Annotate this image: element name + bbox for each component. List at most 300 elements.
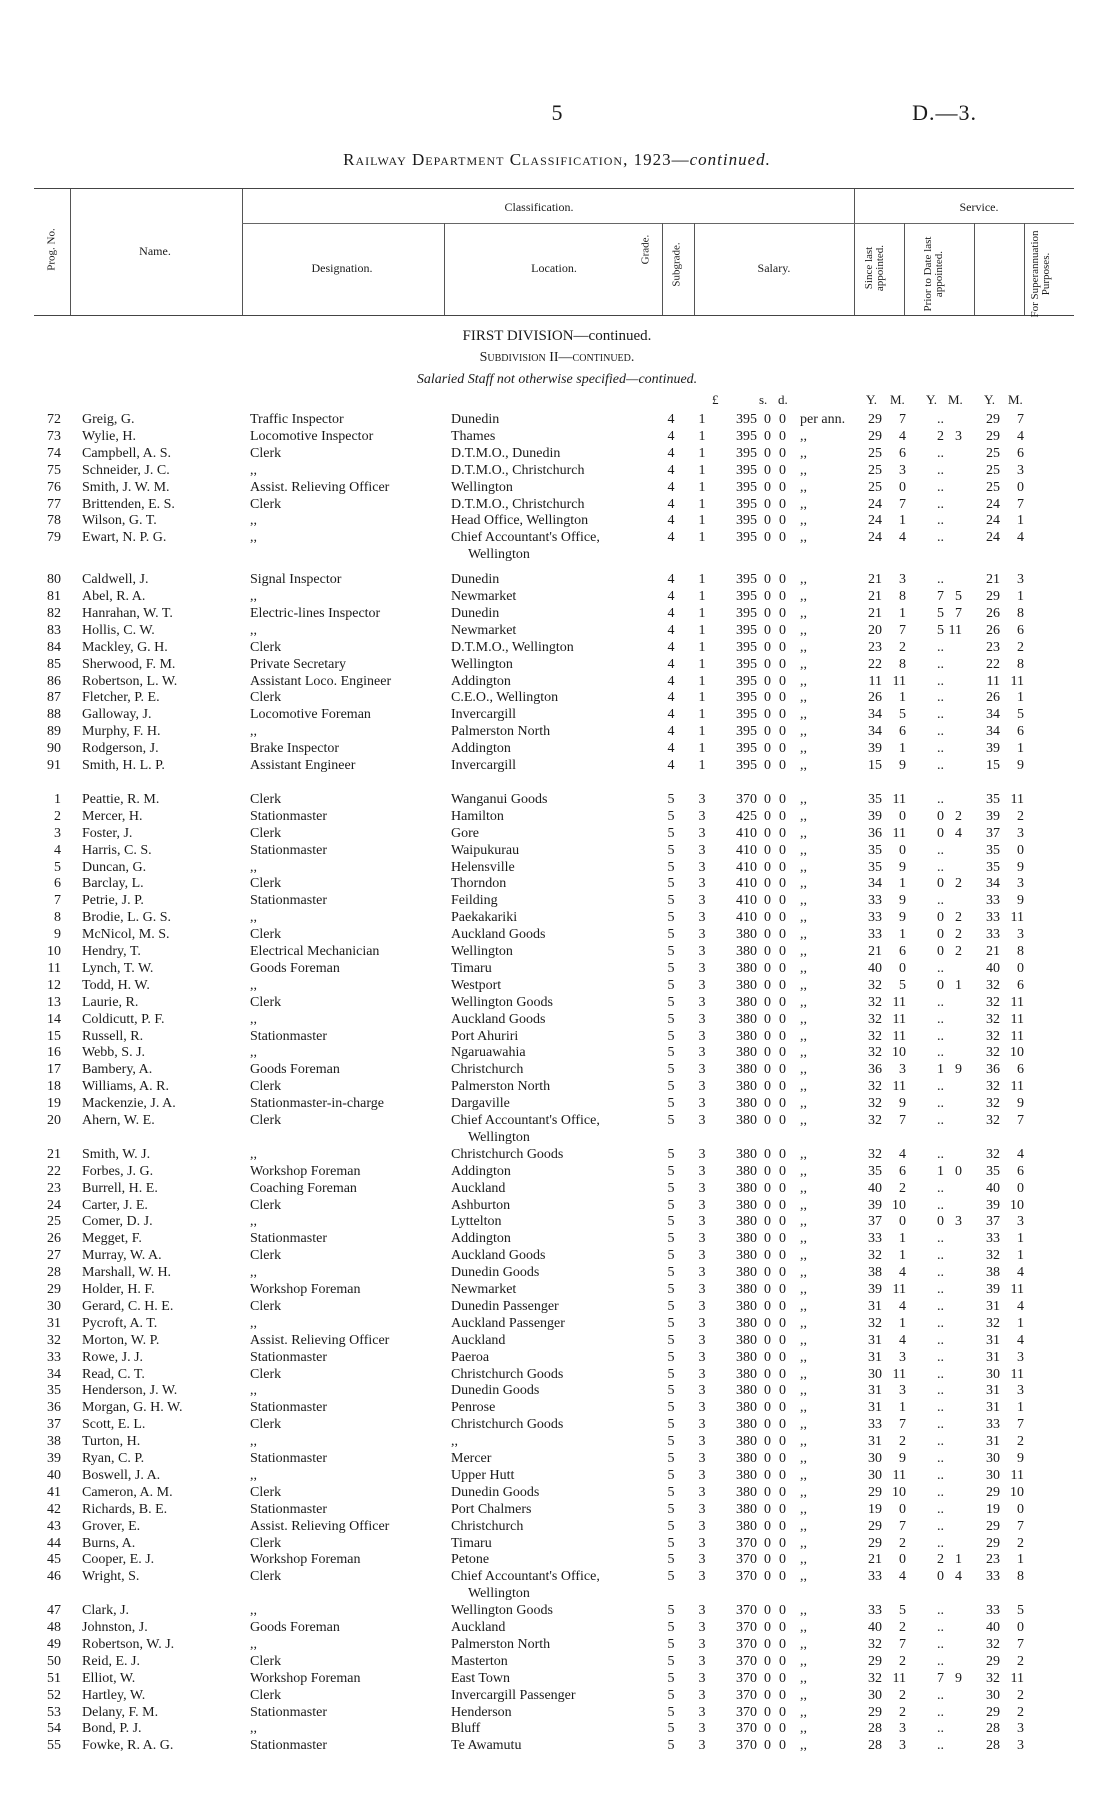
- cell-super-years: 32: [986, 1096, 1000, 1112]
- cell-prior-years: ..: [937, 462, 944, 478]
- cell-since-months: 3: [899, 572, 906, 588]
- cell-grade: 5: [667, 876, 675, 892]
- cell-shillings: 0: [764, 572, 771, 588]
- cell-name: Grover, E.: [82, 1518, 141, 1534]
- cell-salary: 380: [736, 1366, 757, 1382]
- cell-prior-years: ..: [937, 741, 944, 757]
- cell-since-years: 33: [868, 1417, 882, 1433]
- cell-super-months: 9: [1017, 758, 1024, 773]
- cell-name: Burns, A.: [82, 1535, 136, 1551]
- cell-prior-years: ..: [937, 1383, 944, 1399]
- cell-subgrade: 1: [698, 572, 706, 588]
- cell-since-years: 21: [868, 605, 882, 621]
- cell-shillings: 0: [764, 1028, 771, 1044]
- cell-pence: 0: [779, 496, 786, 512]
- cell-grade: 4: [667, 428, 675, 444]
- cell-salary: 380: [736, 1298, 757, 1314]
- cell-prior-years: ..: [937, 572, 944, 588]
- cell-location: Penrose: [451, 1400, 496, 1416]
- cell-since-years: 32: [868, 1079, 882, 1095]
- cell-prog-no: 15: [47, 1028, 61, 1044]
- cell-super-months: 2: [1017, 1535, 1024, 1551]
- cell-super-months: 1: [1017, 1552, 1024, 1568]
- cell-since-years: 32: [868, 1011, 882, 1027]
- cell-subgrade: 3: [698, 1535, 706, 1551]
- cell-prog-no: 42: [47, 1501, 61, 1517]
- cell-prog-no: 9: [54, 927, 61, 943]
- table-row: [0, 859, 1114, 876]
- cell-designation: Stationmaster: [250, 1704, 327, 1720]
- cell-location: D.T.M.O., Wellington: [451, 639, 574, 655]
- cell-super-months: 3: [1017, 927, 1024, 943]
- cell-super-years: 32: [986, 1670, 1000, 1686]
- cell-subgrade: 3: [698, 1045, 706, 1061]
- cell-super-years: 29: [986, 1653, 1000, 1669]
- cell-salary: 370: [736, 1704, 757, 1720]
- cell-prior-years: ..: [937, 412, 944, 427]
- cell-shillings: 0: [764, 1535, 771, 1551]
- cell-salary: 380: [736, 1400, 757, 1416]
- cell-name: Read, C. T.: [82, 1366, 145, 1382]
- cell-since-months: 4: [899, 530, 906, 546]
- cell-shillings: 0: [764, 1197, 771, 1213]
- cell-grade: 5: [667, 1028, 675, 1044]
- cell-location: Auckland: [451, 1180, 506, 1196]
- cell-location: Palmerston North: [451, 1079, 551, 1095]
- cell-prior-years: 7: [937, 1670, 944, 1686]
- cell-location: Head Office, Wellington: [451, 513, 589, 529]
- cell-name: Schneider, J. C.: [82, 462, 170, 478]
- cell-prog-no: 39: [47, 1451, 61, 1466]
- table-row: [0, 1737, 1114, 1754]
- cell-since-years: 30: [868, 1467, 882, 1483]
- cell-pence: 0: [779, 1163, 786, 1179]
- cell-since-years: 39: [868, 741, 882, 757]
- cell-since-months: 8: [899, 656, 906, 672]
- cell-since-months: 11: [892, 1079, 906, 1095]
- cell-super-years: 29: [986, 412, 1000, 427]
- cell-name: Turton, H.: [82, 1434, 141, 1450]
- cell-pence: 0: [779, 1062, 786, 1078]
- cell-location: Newmarket: [451, 1282, 517, 1297]
- cell-since-years: 31: [868, 1298, 882, 1314]
- cell-location: C.E.O., Wellington: [451, 690, 559, 706]
- header-since-last: Since last appointed.: [863, 244, 886, 292]
- cell-prior-years: ..: [937, 1298, 944, 1314]
- cell-super-years: 40: [986, 1620, 1000, 1635]
- cell-prior-years: 0: [937, 977, 944, 993]
- cell-subgrade: 3: [698, 1214, 706, 1230]
- cell-designation: ,,: [250, 977, 257, 993]
- table-row: [0, 808, 1114, 825]
- cell-subgrade: 3: [698, 944, 706, 959]
- cell-super-months: 3: [1017, 1721, 1024, 1737]
- cell-designation: ,,: [250, 1146, 257, 1162]
- cell-pence: 0: [779, 741, 786, 757]
- cell-prior-months: 0: [955, 1163, 962, 1179]
- table-row: [0, 757, 1114, 774]
- cell-name: Rodgerson, J.: [82, 741, 159, 757]
- cell-subgrade: 1: [698, 622, 706, 638]
- cell-prog-no: 73: [47, 428, 61, 444]
- cell-pence: 0: [779, 1434, 786, 1450]
- cell-subgrade: 3: [698, 1079, 706, 1095]
- cell-prog-no: 46: [47, 1569, 61, 1585]
- cell-name: Murray, W. A.: [82, 1248, 162, 1264]
- cell-salary: 380: [736, 1096, 757, 1112]
- cell-prog-no: 19: [47, 1096, 61, 1112]
- cell-shillings: 0: [764, 622, 771, 638]
- cell-location: Auckland Goods: [451, 927, 546, 943]
- cell-grade: 5: [667, 1400, 675, 1416]
- cell-salary: 380: [736, 1248, 757, 1264]
- cell-name: Robertson, W. J.: [82, 1636, 175, 1652]
- cell-super-years: 30: [986, 1687, 1000, 1703]
- cell-location: Gore: [451, 825, 479, 841]
- cell-location: East Town: [451, 1670, 511, 1686]
- cell-pence: 0: [779, 791, 786, 807]
- cell-super-months: 3: [1017, 572, 1024, 588]
- cell-prog-no: 33: [47, 1349, 61, 1365]
- cell-location: Wellington: [451, 656, 513, 672]
- cell-grade: 5: [667, 1062, 675, 1078]
- cell-subgrade: 1: [698, 656, 706, 672]
- cell-pence: 0: [779, 1670, 786, 1686]
- cell-name: Webb, S. J.: [82, 1045, 146, 1061]
- cell-salary: 380: [736, 944, 757, 959]
- cell-designation: Clerk: [250, 825, 282, 841]
- cell-subgrade: 3: [698, 1282, 706, 1297]
- cell-super-months: 0: [1017, 960, 1024, 976]
- cell-grade: 5: [667, 1315, 675, 1331]
- cell-grade: 5: [667, 1467, 675, 1483]
- cell-super-years: 31: [986, 1298, 1000, 1314]
- cell-super-months: 6: [1017, 977, 1024, 993]
- cell-location: Feilding: [451, 893, 498, 909]
- cell-shillings: 0: [764, 412, 771, 427]
- cell-super-years: 26: [986, 605, 1000, 621]
- cell-prog-no: 81: [47, 589, 61, 604]
- cell-since-months: 11: [892, 1670, 906, 1686]
- cell-salary: 410: [736, 825, 757, 841]
- cell-since-months: 9: [899, 758, 906, 773]
- cell-since-years: 32: [868, 1096, 882, 1112]
- cell-pence: 0: [779, 1417, 786, 1433]
- cell-salary: 370: [736, 1552, 757, 1568]
- cell-since-months: 2: [899, 1180, 906, 1196]
- cell-pence: 0: [779, 589, 786, 604]
- cell-pence: 0: [779, 1096, 786, 1112]
- cell-since-months: 0: [899, 842, 906, 858]
- cell-super-years: 15: [986, 758, 1000, 773]
- cell-super-months: 3: [1017, 876, 1024, 892]
- cell-per: ,,: [800, 1721, 807, 1737]
- cell-grade: 4: [667, 622, 675, 638]
- cell-salary: 395: [736, 479, 757, 495]
- cell-super-months: 2: [1017, 808, 1024, 824]
- table-row: [0, 1484, 1114, 1501]
- table-row: [0, 1551, 1114, 1568]
- cell-per: ,,: [800, 808, 807, 824]
- table-row: [0, 1011, 1114, 1028]
- table-row: [0, 1146, 1114, 1163]
- cell-location: Auckland Passenger: [451, 1315, 565, 1331]
- cell-subgrade: 3: [698, 1400, 706, 1416]
- unit-months-3: M.: [1008, 392, 1023, 407]
- cell-prior-months: 2: [955, 910, 962, 926]
- cell-grade: 4: [667, 462, 675, 478]
- cell-location: Timaru: [451, 1535, 492, 1551]
- cell-prior-years: ..: [937, 1197, 944, 1213]
- table-row: [0, 1281, 1114, 1298]
- cell-super-years: 33: [986, 1417, 1000, 1433]
- cell-subgrade: 3: [698, 1552, 706, 1568]
- cell-prior-years: ..: [937, 707, 944, 723]
- cell-grade: 4: [667, 656, 675, 672]
- cell-super-years: 25: [986, 462, 1000, 478]
- cell-since-months: 7: [899, 1518, 906, 1534]
- cell-prior-years: 0: [937, 910, 944, 926]
- table-row: [0, 1112, 1114, 1129]
- cell-name: Fletcher, P. E.: [82, 690, 160, 706]
- cell-location: D.T.M.O., Christchurch: [451, 462, 585, 478]
- cell-shillings: 0: [764, 1451, 771, 1466]
- cell-name: Hanrahan, W. T.: [82, 605, 173, 621]
- cell-super-years: 36: [986, 1062, 1000, 1078]
- cell-designation: Brake Inspector: [250, 741, 340, 757]
- cell-per: ,,: [800, 994, 807, 1010]
- cell-shillings: 0: [764, 673, 771, 689]
- cell-super-years: 40: [986, 960, 1000, 976]
- cell-grade: 5: [667, 1417, 675, 1433]
- cell-per: ,,: [800, 1434, 807, 1450]
- cell-subgrade: 3: [698, 1434, 706, 1450]
- table-row: [0, 1535, 1114, 1552]
- cell-super-years: 24: [986, 513, 1000, 529]
- cell-pence: 0: [779, 707, 786, 723]
- cell-designation: ,,: [250, 1603, 257, 1619]
- cell-super-years: 32: [986, 1636, 1000, 1652]
- cell-since-years: 31: [868, 1383, 882, 1399]
- cell-designation: Locomotive Inspector: [250, 428, 374, 444]
- cell-pence: 0: [779, 639, 786, 655]
- cell-salary: 370: [736, 1687, 757, 1703]
- cell-prog-no: 29: [47, 1282, 61, 1297]
- cell-super-years: 22: [986, 656, 1000, 672]
- cell-grade: 5: [667, 944, 675, 959]
- cell-prior-years: ..: [937, 1704, 944, 1720]
- cell-prior-years: ..: [937, 445, 944, 461]
- cell-pence: 0: [779, 724, 786, 740]
- cell-super-months: 10: [1010, 1197, 1024, 1213]
- cell-per: ,,: [800, 1214, 807, 1230]
- cell-designation: Clerk: [250, 1687, 282, 1703]
- cell-shillings: 0: [764, 1569, 771, 1585]
- cell-super-years: 30: [986, 1366, 1000, 1382]
- cell-subgrade: 1: [698, 758, 706, 773]
- cell-per: ,,: [800, 462, 807, 478]
- cell-salary: 410: [736, 910, 757, 926]
- cell-name: Cameron, A. M.: [82, 1484, 173, 1500]
- cell-prior-years: 7: [937, 589, 944, 604]
- cell-salary: 380: [736, 1011, 757, 1027]
- cell-grade: 4: [667, 572, 675, 588]
- cell-pence: 0: [779, 842, 786, 858]
- cell-since-years: 32: [868, 1028, 882, 1044]
- cell-location: Port Ahuriri: [451, 1028, 519, 1044]
- cell-shillings: 0: [764, 1282, 771, 1297]
- cell-pence: 0: [779, 1079, 786, 1095]
- cell-pence: 0: [779, 1535, 786, 1551]
- cell-salary: 380: [736, 1265, 757, 1281]
- cell-super-months: 11: [1010, 1282, 1024, 1297]
- cell-shillings: 0: [764, 530, 771, 546]
- cell-shillings: 0: [764, 1620, 771, 1635]
- cell-super-years: 29: [986, 1704, 1000, 1720]
- cell-grade: 4: [667, 690, 675, 706]
- table-row: [0, 1467, 1114, 1484]
- cell-location: Christchurch: [451, 1062, 524, 1078]
- cell-prog-no: 14: [47, 1011, 61, 1027]
- cell-since-months: 3: [899, 1738, 906, 1754]
- cell-since-years: 32: [868, 994, 882, 1010]
- cell-since-years: 19: [868, 1501, 882, 1517]
- cell-prior-years: 5: [937, 605, 944, 621]
- cell-since-months: 9: [899, 1096, 906, 1112]
- cell-grade: 5: [667, 1248, 675, 1264]
- cell-subgrade: 3: [698, 808, 706, 824]
- cell-since-months: 6: [899, 1163, 906, 1179]
- cell-prior-months: 3: [955, 428, 962, 444]
- cell-prior-years: 5: [937, 622, 944, 638]
- cell-salary: 410: [736, 842, 757, 858]
- cell-prog-no: 48: [47, 1620, 61, 1635]
- table-row: [0, 639, 1114, 656]
- cell-subgrade: 3: [698, 1197, 706, 1213]
- cell-prior-months: 2: [955, 876, 962, 892]
- cell-name: Duncan, G.: [82, 859, 147, 875]
- cell-prog-no: 79: [47, 530, 61, 546]
- cell-name: Abel, R. A.: [82, 589, 146, 604]
- cell-since-years: 21: [868, 572, 882, 588]
- cell-designation: Clerk: [250, 1366, 282, 1382]
- cell-pence: 0: [779, 1467, 786, 1483]
- cell-name: Ryan, C. P.: [82, 1451, 145, 1466]
- cell-salary: 380: [736, 1028, 757, 1044]
- cell-prior-years: ..: [937, 479, 944, 495]
- cell-pence: 0: [779, 1636, 786, 1652]
- cell-grade: 5: [667, 1620, 675, 1635]
- cell-subgrade: 3: [698, 1501, 706, 1517]
- cell-name: Reid, E. J.: [82, 1653, 140, 1669]
- cell-super-months: 1: [1017, 1231, 1024, 1247]
- cell-subgrade: 3: [698, 1011, 706, 1027]
- cell-per: ,,: [800, 1113, 807, 1128]
- cell-subgrade: 1: [698, 513, 706, 529]
- table-row: [0, 1568, 1114, 1585]
- cell-since-years: 39: [868, 1197, 882, 1213]
- cell-super-years: 33: [986, 1569, 1000, 1585]
- cell-name: Forbes, J. G.: [82, 1163, 154, 1179]
- cell-grade: 5: [667, 808, 675, 824]
- cell-designation: Signal Inspector: [250, 572, 342, 588]
- cell-pence: 0: [779, 1484, 786, 1500]
- cell-name: Russell, R.: [82, 1028, 144, 1044]
- cell-location: Christchurch Goods: [451, 1366, 564, 1382]
- cell-super-years: 34: [986, 876, 1000, 892]
- cell-prog-no: 50: [47, 1653, 61, 1669]
- cell-name: Mackenzie, J. A.: [82, 1096, 176, 1112]
- cell-grade: 4: [667, 639, 675, 655]
- cell-prior-years: ..: [937, 1248, 944, 1264]
- cell-salary: 380: [736, 1062, 757, 1078]
- cell-designation: Clerk: [250, 690, 282, 706]
- cell-prior-months: 11: [948, 622, 962, 638]
- cell-grade: 5: [667, 893, 675, 909]
- cell-shillings: 0: [764, 825, 771, 841]
- unit-years-3: Y.: [984, 392, 995, 407]
- table-row: [0, 512, 1114, 529]
- cell-grade: 5: [667, 1349, 675, 1365]
- cell-prog-no: 4: [54, 842, 61, 858]
- cell-per: ,,: [800, 1062, 807, 1078]
- cell-since-years: 22: [868, 656, 882, 672]
- cell-designation: Stationmaster: [250, 842, 327, 858]
- cell-name: Fowke, R. A. G.: [82, 1738, 174, 1754]
- cell-designation: Clerk: [250, 1535, 282, 1551]
- cell-since-months: 1: [899, 1315, 906, 1331]
- cell-designation: Stationmaster: [250, 893, 327, 909]
- cell-designation: Stationmaster: [250, 1451, 327, 1466]
- cell-name: Burrell, H. E.: [82, 1180, 158, 1196]
- cell-grade: 5: [667, 842, 675, 858]
- cell-designation: Clerk: [250, 1248, 282, 1264]
- cell-super-years: 30: [986, 1451, 1000, 1466]
- cell-super-years: 34: [986, 724, 1000, 740]
- cell-salary: 370: [736, 1620, 757, 1635]
- cell-since-months: 2: [899, 1704, 906, 1720]
- cell-grade: 5: [667, 910, 675, 926]
- cell-prog-no: 83: [47, 622, 61, 638]
- cell-prog-no: 3: [54, 825, 61, 841]
- cell-location: Ashburton: [451, 1197, 511, 1213]
- cell-grade: 4: [667, 589, 675, 604]
- cell-name: Pycroft, A. T.: [82, 1315, 158, 1331]
- cell-name: Scott, E. L.: [82, 1417, 146, 1433]
- cell-name: Morton, W. P.: [82, 1332, 160, 1348]
- cell-pence: 0: [779, 479, 786, 495]
- cell-location: Newmarket: [451, 622, 517, 638]
- cell-subgrade: 1: [698, 690, 706, 706]
- cell-since-months: 7: [899, 1113, 906, 1128]
- cell-salary: 395: [736, 572, 757, 588]
- cell-location: Timaru: [451, 960, 492, 976]
- cell-since-months: 9: [899, 910, 906, 926]
- cell-pence: 0: [779, 1045, 786, 1061]
- cell-salary: 395: [736, 589, 757, 604]
- cell-prog-no: 28: [47, 1265, 61, 1281]
- cell-location: Addington: [451, 673, 511, 689]
- table-row: [0, 723, 1114, 740]
- cell-subgrade: 1: [698, 724, 706, 740]
- cell-per: ,,: [800, 1569, 807, 1585]
- cell-location: Chief Accountant's Office,: [451, 530, 600, 546]
- cell-since-months: 10: [892, 1045, 906, 1061]
- cell-prior-years: ..: [937, 758, 944, 773]
- cell-per: ,,: [800, 1163, 807, 1179]
- cell-salary: 380: [736, 1484, 757, 1500]
- cell-since-months: 0: [899, 1501, 906, 1517]
